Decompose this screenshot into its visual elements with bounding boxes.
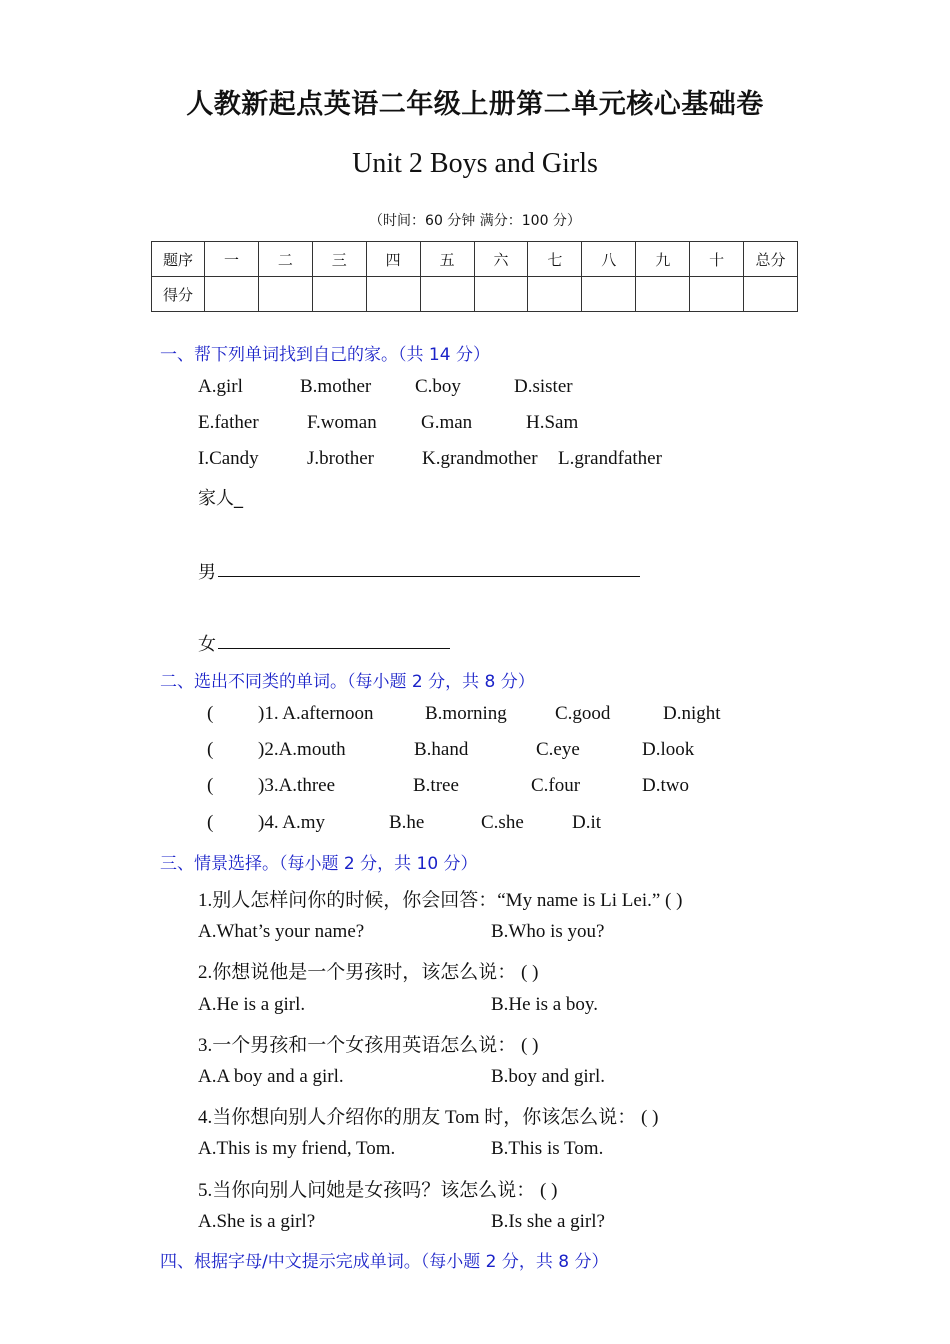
score-table-score-row (152, 277, 798, 312)
score-table-col: 十 (690, 242, 744, 277)
exam-meta: （时间：60 分钟 满分：100 分） (369, 213, 581, 229)
option-d: D.night (663, 703, 721, 724)
family-label: 家人_ (198, 488, 243, 509)
question-number: )2.A.mouth (258, 739, 346, 760)
option-b: B.Who is you? (491, 921, 605, 942)
option-d: D.look (642, 739, 695, 760)
female-label: 女 (198, 634, 216, 655)
question-text: 5.当你向别人问她是女孩吗？该怎么说： ( ) (198, 1180, 558, 1201)
question-number: )1. A.afternoon (258, 703, 374, 724)
score-table-col: 六 (474, 242, 528, 277)
option-a: A.A boy and a girl. (198, 1066, 344, 1087)
answer-bracket[interactable]: ( (207, 812, 214, 833)
question-text: 4.当你想向别人介绍你的朋友 Tom 时，你该怎么说： ( ) (198, 1107, 659, 1128)
word-item: H.Sam (526, 412, 579, 433)
section4-heading: 四、根据字母/中文提示完成单词。（每小题 2 分，共 8 分） (160, 1252, 609, 1272)
score-table-row-label: 得分 (152, 277, 205, 312)
answer-bracket[interactable]: ( (207, 703, 214, 724)
option-a: A.This is my friend, Tom. (198, 1138, 396, 1159)
score-table-col: 四 (366, 242, 420, 277)
word-item: I.Candy (198, 448, 259, 469)
score-cell[interactable] (636, 277, 690, 312)
score-cell[interactable] (366, 277, 420, 312)
section2-heading: 二、选出不同类的单词。（每小题 2 分，共 8 分） (160, 672, 535, 692)
score-cell[interactable] (582, 277, 636, 312)
score-table-col: 五 (420, 242, 474, 277)
score-table-col: 八 (582, 242, 636, 277)
word-item: C.boy (415, 376, 461, 397)
score-table-row-label: 题序 (152, 242, 205, 277)
score-table-col: 总分 (744, 242, 798, 277)
option-d: D.two (642, 775, 689, 796)
option-b: B.Is she a girl? (491, 1211, 605, 1232)
score-table-col: 二 (258, 242, 312, 277)
male-answer-line[interactable] (218, 560, 640, 582)
score-table-col: 三 (312, 242, 366, 277)
word-item: B.mother (300, 376, 372, 397)
page-title: 人教新起点英语二年级上册第二单元核心基础卷 (186, 89, 764, 120)
option-c: C.eye (536, 739, 580, 760)
word-item: J.brother (307, 448, 375, 469)
option-b: B.hand (414, 739, 469, 760)
score-cell[interactable] (258, 277, 312, 312)
score-table (151, 241, 798, 312)
question-number: )4. A.my (258, 812, 326, 833)
section1-heading: 一、帮下列单词找到自己的家。（共 14 分） (160, 345, 490, 365)
word-item: L.grandfather (558, 448, 662, 469)
female-answer-line[interactable] (218, 632, 450, 654)
answer-bracket[interactable]: ( (207, 775, 214, 796)
score-cell[interactable] (744, 277, 798, 312)
question-text: 3.一个男孩和一个女孩用英语怎么说： ( ) (198, 1035, 539, 1056)
word-item: F.woman (307, 412, 377, 433)
word-item: A.girl (198, 376, 243, 397)
word-item: K.grandmother (422, 448, 538, 469)
option-a: A.He is a girl. (198, 994, 306, 1015)
word-item: D.sister (514, 376, 573, 397)
option-d: D.it (572, 812, 602, 833)
score-cell[interactable] (474, 277, 528, 312)
unit-title: Unit 2 Boys and Girls (352, 148, 598, 179)
question-number: )3.A.three (258, 775, 336, 796)
score-cell[interactable] (205, 277, 259, 312)
score-table-header-row (152, 242, 798, 277)
section3-heading: 三、情景选择。（每小题 2 分，共 10 分） (160, 854, 478, 874)
option-b: B.he (389, 812, 425, 833)
score-table-col: 七 (528, 242, 582, 277)
score-cell[interactable] (528, 277, 582, 312)
word-item: G.man (421, 412, 473, 433)
option-c: C.four (531, 775, 581, 796)
score-cell[interactable] (690, 277, 744, 312)
option-b: B.tree (413, 775, 459, 796)
option-b: B.This is Tom. (491, 1138, 604, 1159)
score-cell[interactable] (312, 277, 366, 312)
answer-bracket[interactable]: ( (207, 739, 214, 760)
word-item: E.father (198, 412, 259, 433)
option-b: B.morning (425, 703, 507, 724)
score-table-col: 九 (636, 242, 690, 277)
option-c: C.good (555, 703, 611, 724)
score-table-col: 一 (205, 242, 259, 277)
option-b: B.boy and girl. (491, 1066, 605, 1087)
option-a: A.She is a girl? (198, 1211, 316, 1232)
option-b: B.He is a boy. (491, 994, 598, 1015)
option-a: A.What’s your name? (198, 921, 365, 942)
male-label: 男 (198, 562, 216, 583)
option-c: C.she (481, 812, 524, 833)
question-text: 1.别人怎样问你的时候，你会回答：“My name is Li Lei.” ( ) (198, 890, 683, 911)
score-cell[interactable] (420, 277, 474, 312)
question-text: 2.你想说他是一个男孩时，该怎么说： ( ) (198, 962, 539, 983)
